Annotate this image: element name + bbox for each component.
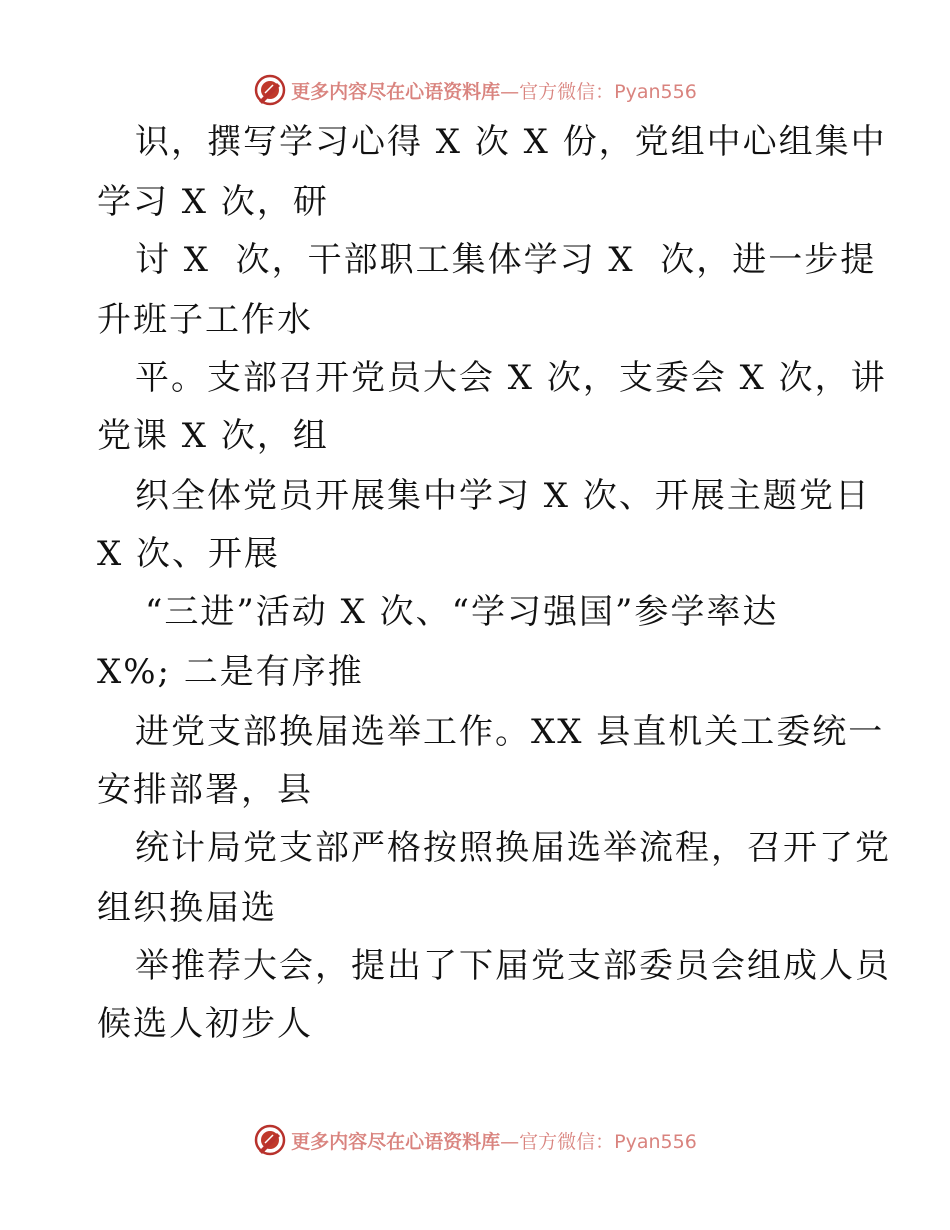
pen-circle-logo-icon	[253, 1123, 287, 1157]
text-line: “三进”活动 X 次、“学习强国”参学率达	[145, 592, 779, 632]
text-line: 学习 X 次，研	[97, 182, 329, 222]
text-line: 候选人初步人	[97, 1004, 313, 1044]
text-line: X 次、开展	[97, 534, 281, 574]
text-line: 举推荐大会，提出了下届党支部委员会组成人员	[135, 946, 891, 986]
header-banner	[0, 70, 950, 110]
text-line: 安排部署，县	[97, 770, 313, 810]
text-line: 讨 X 次，干部职工集体学习 X 次，进一步提	[135, 240, 877, 280]
text-line: 进党支部换届选举工作。XX 县直机关工委统一	[135, 712, 885, 752]
footer-banner	[0, 1120, 950, 1160]
banner-sub-text: —官方微信：Pyan556	[500, 80, 697, 103]
banner-sub-text: —官方微信：Pyan556	[500, 1130, 697, 1153]
text-line: 平。支部召开党员大会 X 次，支委会 X 次，讲	[135, 358, 887, 398]
banner-main-text: 更多内容尽在心语资料库	[291, 80, 501, 103]
text-line: 升班子工作水	[97, 300, 313, 340]
text-line: 织全体党员开展集中学习 X 次、开展主题党日	[135, 476, 871, 516]
banner-main-text: 更多内容尽在心语资料库	[291, 1130, 501, 1153]
text-line: 组织换届选	[97, 888, 277, 928]
text-line: 统计局党支部严格按照换届选举流程，召开了党	[135, 828, 891, 868]
text-line: X%; 二是有序推	[97, 652, 364, 692]
pen-circle-logo-icon	[253, 73, 287, 107]
text-line: 党课 X 次，组	[97, 416, 329, 456]
text-line: 识，撰写学习心得 X 次 X 份，党组中心组集中	[135, 122, 887, 162]
